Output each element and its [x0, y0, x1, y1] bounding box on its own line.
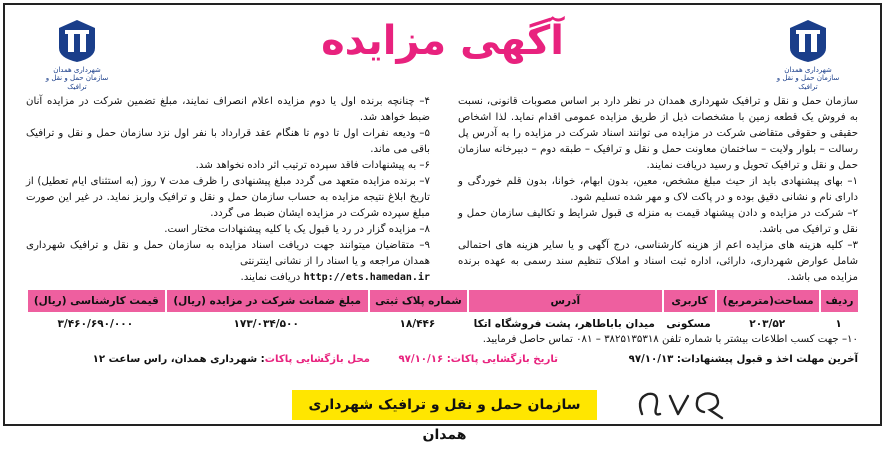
municipality-logo-icon: [786, 18, 830, 64]
cell-price: ۳/۴۶۰/۶۹۰/۰۰۰: [57, 318, 134, 330]
condition-2: ۲– شرکت در مزایده و دادن پیشنهاد قیمت به منزله ی قبول شرایط و تکالیف سازمان حمل و نقل و ترافیک می باشد.: [458, 208, 858, 235]
col-header-address: آدرس: [467, 290, 661, 312]
conditions-left-column: [26, 94, 430, 286]
cell-address: میدان باباطاهر، پشت فروشگاه اتکا: [473, 318, 655, 330]
logo-caption-line1: شهرداری همدان: [53, 66, 101, 74]
condition-6: ۶– به پیشنهادات فاقد سپرده ترتیب اثر داده نخواهد شد.: [195, 160, 430, 171]
cell-usage: مسکونی: [666, 318, 711, 330]
table-header-row: [26, 290, 858, 312]
conditions-right-column: [458, 94, 858, 286]
municipality-logo-icon: [55, 18, 99, 64]
ad-title: آگهی مزایده: [321, 18, 564, 64]
logo-right: [769, 18, 847, 91]
footer-banner: سازمان حمل و نقل و ترافیک شهرداری همدان: [292, 390, 597, 420]
col-header-usage: کاربری: [662, 290, 716, 312]
table-row: [26, 312, 858, 336]
col-header-deposit: مبلغ ضمانت شرکت در مزایده (ریال): [165, 290, 368, 312]
col-header-area: مساحت(مترمربع): [715, 290, 819, 312]
condition-1: ۱– بهای پیشنهادی باید از حیث مبلغ مشخص، معین، بدون ابهام، خوانا، بدون قلم خوردگی و دارای نام و نشانی دقیق بوده و در پاکت لاک و مهر شده تسلیم شود.: [458, 176, 858, 203]
handwritten-number: [630, 384, 740, 424]
cell-area: ۲۰۳/۵۲: [749, 318, 786, 330]
url-line: [26, 270, 430, 286]
logo-caption-line2: سازمان حمل و نقل و ترافیک: [45, 74, 109, 91]
logo-caption-line1: شهرداری همدان: [784, 66, 832, 74]
logo-caption: [769, 66, 847, 91]
condition-8: ۸– مزایده گزار در رد یا قبول یک یا کلیه پیشنهادات مختار است.: [164, 224, 430, 235]
contact-line: ۱۰– جهت کسب اطلاعات بیشتر با شماره تلفن ۳۸۲۵۱۳۵۳۱۸ – ۰۸۱ تماس حاصل فرمایید.: [482, 334, 858, 345]
opening-location: [93, 354, 370, 365]
opening-location-value: : شهرداری همدان، راس ساعت ۱۲: [92, 354, 265, 365]
cell-plate: ۱۸/۴۴۶: [399, 318, 436, 330]
logo-caption: [38, 66, 116, 91]
deadline-line: [26, 354, 858, 372]
col-header-row-number: ردیف: [819, 290, 858, 312]
intro-paragraph: سازمان حمل و نقل و ترافیک شهرداری همدان در نظر دارد بر اساس مصوبات قانونی، نسبت به فروش یک قطعه زمین با مشخصات ذیل از طریق مزایده عمومی اقدام نماید. لذا اشخاص حقیقی و حقوقی متقاضی شرکت در مزایده می توانند اسناد شرکت در مزایده را به آدرس پل رسالت – بلوار ولایت – ساختمان معاونت حمل و نقل و ترافیک – طبقه دوم – دبیرخانه سازمان حمل و نقل و ترافیک تحویل و رسید دریافت نمایند.: [458, 96, 858, 171]
url-suffix: دریافت نمایند.: [240, 272, 301, 283]
logo-caption-line2: سازمان حمل و نقل و ترافیک: [776, 74, 840, 91]
opening-date: تاریخ بازگشایی پاکات: ۹۷/۱۰/۱۶: [398, 354, 558, 365]
condition-4: ۴– چنانچه برنده اول یا دوم مزایده اعلام انصراف نمایند، مبلغ تضمین شرکت در مزایده آنان ضبط خواهد شد.: [26, 96, 430, 123]
condition-9: ۹– متقاضیان میتوانند جهت دریافت اسناد مزایده به سازمان حمل و نقل و ترافیک شهرداری همدان مراجعه و یا اسناد را از نشانی اینترنتی: [26, 240, 430, 267]
bid-deadline: آخرین مهلت اخذ و قبول پیشنهادات: ۹۷/۱۰/۱۳: [628, 354, 858, 365]
opening-location-label: محل بازگشایی پاکات: [264, 354, 370, 365]
cell-row-number: ۱: [835, 318, 842, 330]
logo-left: [38, 18, 116, 91]
condition-7: ۷– برنده مزایده متعهد می گردد مبلغ پیشنهادی را ظرف مدت ۷ روز (به استثنای ایام تعطیل) از تاریخ ابلاغ نتیجه مزایده به حساب سازمان حمل و نقل و ترافیک واریز نماید. در غیر این صورت مبلغ سپرده شرکت در مزایده ایشان ضبط می گردد.: [26, 176, 431, 219]
auction-table: [26, 290, 858, 336]
condition-5: ۵– ودیعه نفرات اول تا دوم تا هنگام عقد قرارداد با نفر اول نزد سازمان حمل و نقل و ترافیک باقی می ماند.: [26, 128, 430, 155]
cell-deposit: ۱۷۳/۰۳۴/۵۰۰: [233, 318, 299, 330]
website-link[interactable]: http://ets.hamedan.ir: [303, 272, 430, 283]
condition-3: ۳– کلیه هزینه های مزایده اعم از هزینه کارشناسی، درج آگهی و یا سایر هزینه های احتمالی شامل عوارض شهرداری، دارائی، اداره ثبت اسناد و املاک تنظیم سند رسمی به عهده برنده مزایده می باشد.: [458, 240, 858, 283]
col-header-plate: شماره پلاک ثبتی: [368, 290, 467, 312]
col-header-price: قیمت کارشناسی (ریال): [26, 290, 165, 312]
